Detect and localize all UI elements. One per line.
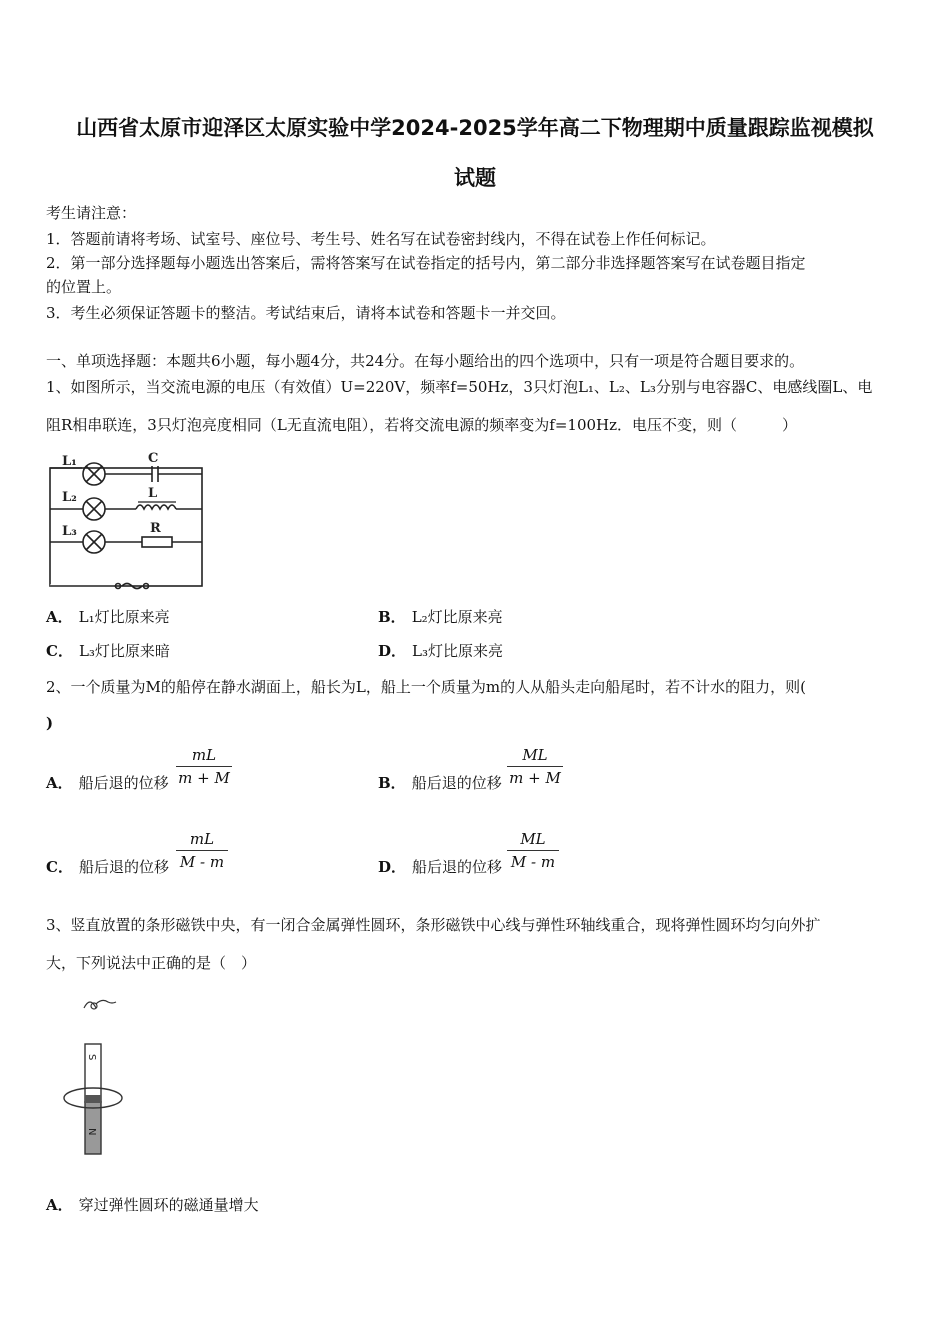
numerator: ML [520,830,546,848]
q2-option-a[interactable] [46,772,169,793]
denominator: M - m [510,853,556,871]
section-heading: 一、单项选择题：本题共6小题，每小题4分，共24分。在每小题给出的四个选项中，只有一项是符合题目要求的。 [46,352,805,370]
q2-stem-line2: ) [46,714,54,732]
option-letter: C． [46,858,73,876]
numerator: mL [191,746,217,764]
option-text: L₁灯比原来亮 [78,608,170,626]
label-c: C [148,451,159,466]
option-letter: C． [46,642,73,660]
label-l3: L₃ [62,524,77,539]
option-text: L₃灯比原来亮 [412,642,503,660]
option-letter: D． [378,642,407,660]
q2-stem-line1: 2、一个质量为M的船停在静水湖面上，船长为L，船上一个质量为m的人从船头走向船尾时，若不计水的阻力，则( [46,678,806,696]
label-l1: L₁ [62,454,77,469]
q1-option-d[interactable] [378,640,503,661]
q2-option-b[interactable] [378,772,502,793]
q3-stem-line1: 3、竖直放置的条形磁铁中央，有一闭合金属弹性圆环，条形磁铁中心线与弹性环轴线重合，现将弹性圆环均匀向外扩 [46,916,821,934]
option-text: 船后退的位移 [78,858,169,876]
notice-item: 的位置上。 [46,278,122,296]
q2-option-c-fraction [176,830,228,871]
q3-magnet-ring-diagram [60,992,140,1158]
hook-icon [84,1000,116,1008]
q2-option-b-fraction [507,746,563,787]
option-text: 船后退的位移 [78,774,169,792]
notice-item: 3．考生必须保证答题卡的整洁。考试结束后，请将本试卷和答题卡一并交回。 [46,304,566,322]
numerator: ML [522,746,548,764]
q3-option-a[interactable] [46,1194,259,1215]
denominator: m + M [509,769,561,787]
notice-item: 2．第一部分选择题每小题选出答案后，需将答案写在试卷指定的括号内，第二部分非选择题答案写在试卷题目指定 [46,254,806,272]
q2-option-a-fraction [176,746,232,787]
denominator: M - m [179,853,225,871]
q1-circuit-diagram [44,446,209,592]
option-letter: B． [378,608,406,626]
q1-option-b[interactable] [378,606,503,627]
q1-stem-line1: 1、如图所示，当交流电源的电压（有效值）U=220V，频率f=50Hz，3只灯泡L₁、L₂、L₃分别与电容器C、电感线圈L、电 [46,378,873,396]
option-letter: A． [46,1196,73,1214]
option-letter: D． [378,858,407,876]
option-letter: A． [46,774,73,792]
numerator: mL [189,830,215,848]
q1-option-c[interactable] [46,640,170,661]
option-letter: B． [378,774,406,792]
notice-heading: 考生请注意： [46,204,137,222]
exam-title-line1: 山西省太原市迎泽区太原实验中学2024-2025学年高二下物理期中质量跟踪监视模拟 [76,116,874,140]
label-l: L [148,486,158,501]
option-text: 船后退的位移 [411,774,502,792]
option-text: 穿过弹性圆环的磁通量增大 [78,1196,259,1214]
option-text: L₃灯比原来暗 [78,642,170,660]
option-text: 船后退的位移 [412,858,503,876]
option-text: L₂灯比原来亮 [411,608,503,626]
q1-stem-line2: 阻R相串联连，3只灯泡亮度相同（L无直流电阻），若将交流电源的频率变为f=100Hz．电压不变，则（ ） [46,416,798,434]
q2-option-c[interactable] [46,856,169,877]
q1-option-a[interactable] [46,606,170,627]
label-s: S [86,1054,97,1061]
option-letter: A． [46,608,73,626]
q2-option-d-fraction [507,830,559,871]
notice-item: 1．答题前请将考场、试室号、座位号、考生号、姓名写在试卷密封线内，不得在试卷上作任何标记。 [46,230,716,248]
exam-title-line2: 试题 [454,166,496,190]
q3-stem-line2: 大，下列说法中正确的是（ ） [46,954,257,972]
q2-option-d[interactable] [378,856,502,877]
denominator: m + M [178,769,230,787]
label-l2: L₂ [62,490,77,505]
label-n: N [86,1128,97,1136]
label-r: R [150,521,161,536]
